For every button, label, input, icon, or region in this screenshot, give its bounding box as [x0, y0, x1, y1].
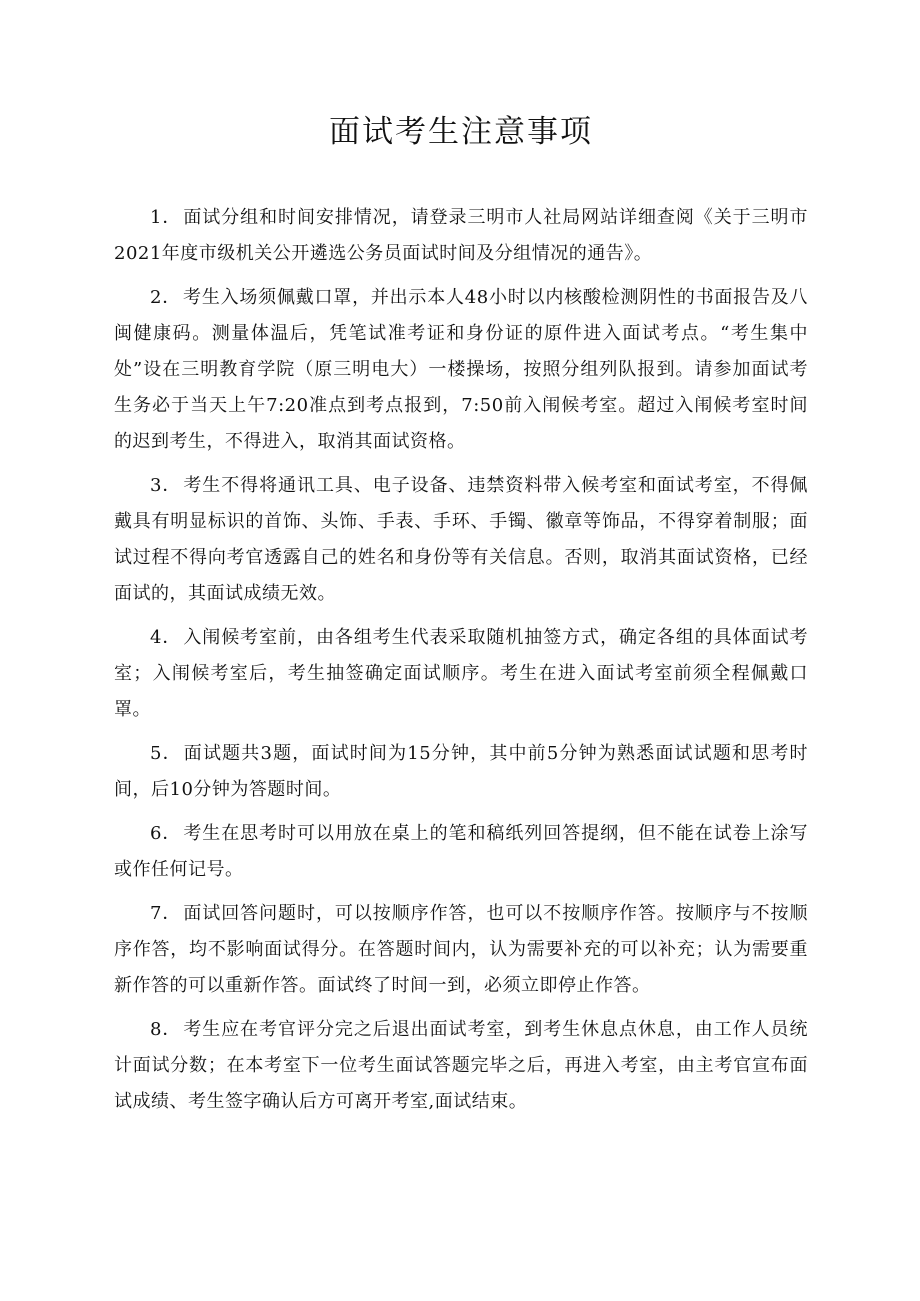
notice-item-text: 考生应在考官评分完之后退出面试考室，到考生休息点休息，由工作人员统计面试分数；在本考室下一位考生面试答题完毕之后，再进入考室，由主考官宣布面试成绩、考生签字确认后方可离开考室,面试结束。	[114, 1019, 809, 1112]
notice-item-number: 1．	[150, 207, 182, 228]
notice-item-number: 6．	[150, 823, 182, 844]
notice-item-text: 面试题共3题，面试时间为15分钟，其中前5分钟为熟悉面试试题和思考时间，后10分钟为答题时间。	[114, 743, 808, 800]
notice-item-5	[114, 736, 808, 808]
notice-item-7	[114, 896, 808, 1004]
notice-item-text: 考生在思考时可以用放在桌上的笔和稿纸列回答提纲，但不能在试卷上涂写或作任何记号。	[114, 823, 809, 880]
notice-item-6	[114, 816, 808, 888]
notice-item-number: 7．	[150, 903, 182, 924]
notice-item-1	[114, 200, 808, 272]
document-title: 面试考生注意事项	[329, 114, 593, 150]
notice-item-text: 考生不得将通讯工具、电子设备、违禁资料带入候考室和面试考室，不得佩戴具有明显标识的首饰、头饰、手表、手环、手镯、徽章等饰品，不得穿着制服；面试过程不得向考官透露自己的姓名和身份等有关信息。否则，取消其面试资格，已经面试的，其面试成绩无效。	[114, 475, 809, 604]
notice-item-4	[114, 620, 808, 728]
notice-item-text: 考生入场须佩戴口罩，并出示本人48小时以内核酸检测阴性的书面报告及八闽健康码。测量体温后，凭笔试准考证和身份证的原件进入面试考点。“考生集中处”设在三明教育学院（原三明电大）一楼操场，按照分组列队报到。请参加面试考生务必于当天上午7:20准点到考点报到，7:50前入闱候考室。超过入闱候考室时间的迟到考生，不得进入，取消其面试资格。	[114, 287, 809, 452]
notice-item-number: 2．	[150, 287, 182, 308]
notice-item-8	[114, 1012, 808, 1120]
notice-item-number: 3．	[150, 475, 182, 496]
notice-item-2	[114, 280, 808, 460]
notice-item-3	[114, 468, 808, 612]
notice-list	[114, 200, 808, 1120]
notice-item-text: 面试分组和时间安排情况，请登录三明市人社局网站详细查阅《关于三明市2021年度市级机关公开遴选公务员面试时间及分组情况的通告》。	[114, 207, 809, 264]
notice-item-number: 5．	[150, 743, 182, 764]
notice-item-text: 入闱候考室前，由各组考生代表采取随机抽签方式，确定各组的具体面试考室；入闱候考室后，考生抽签确定面试顺序。考生在进入面试考室前须全程佩戴口罩。	[114, 627, 809, 720]
notice-item-number: 4．	[150, 627, 182, 648]
notice-item-number: 8．	[150, 1019, 182, 1040]
notice-item-text: 面试回答问题时，可以按顺序作答，也可以不按顺序作答。按顺序与不按顺序作答，均不影响面试得分。在答题时间内，认为需要补充的可以补充；认为需要重新作答的可以重新作答。面试终了时间一到，必须立即停止作答。	[114, 903, 809, 996]
